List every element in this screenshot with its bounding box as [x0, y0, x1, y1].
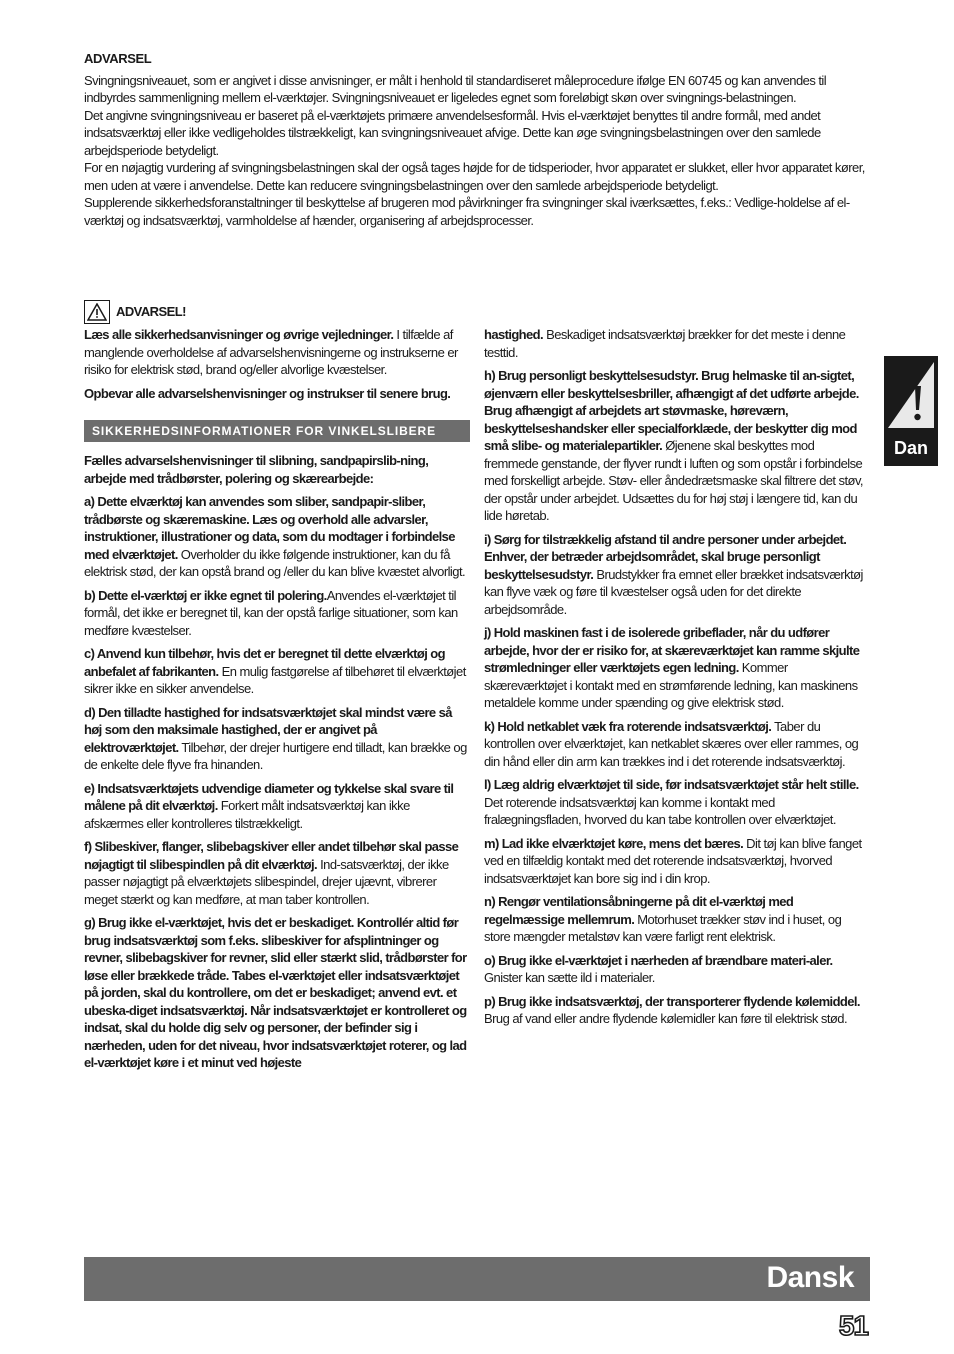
page-number: 51 [838, 1310, 868, 1341]
instruction-d: d) Den tilladte hastighed for indsatsværktøjet skal mindst være så høj som den maksimale hastighed, der er angivet på elektroværktøjet. Tilbehør, der drejer hurtigere end tilladt, kan brække og de enkelte dele flyve fra hinanden. [84, 704, 467, 772]
top-heading: ADVARSEL [84, 51, 152, 66]
instruction-b: b) Dette el-værktøj er ikke egnet til polering.Anvendes el-værktøjet til formål, det ikke er beregnet til, kan der opstå farlige situationer, som kan medføre kvæstelser. [84, 587, 458, 638]
side-tab-label: Dan [893, 438, 928, 458]
warning-exclamation-icon [884, 356, 938, 432]
instruction-o: o) Brug ikke el-værktøjet i nærheden af brændbare materi-aler. Gnister kan sætte ild i materialer. [484, 952, 833, 985]
section-title-bar: SIKKERHEDSINFORMATIONER FOR VINKELSLIBERE [84, 420, 470, 442]
instruction-f: f) Slibeskiver, flanger, slibebagskiver eller andet tilbehør skal passe nøjagtigt til slibespindlen på dit elværktøj. Ind-satsværktøj, der ikke passer nøjagtigt på elværktøjets slibespindel, drejer ujævnt, vibrerer meget stærkt og kan medføre, at man taber kontrollen. [84, 839, 459, 907]
instruction-p: p) Brug ikke indsatsværktøj, der transporterer flydende kølemiddel. Brug af vand eller andre flydende kølemidler kan føre til elektrisk stød. [484, 993, 860, 1026]
instruction-a: a) Dette elværktøj kan anvendes som sliber, sandpapir-sliber, trådbørste og skæremaskine. Læs og overhold alle advarsler, instruktioner, illustrationer og data, som du modtager i forbindelse med elværktøjet. Overholder du ikke følgende instruktioner, kan du få elektrisk stød, der kan opstå brand og /eller du kan blive kvæstet alvorligt. [84, 494, 466, 579]
top-paragraph-4: Supplerende sikkerhedsforanstaltninger til beskyttelse af brugeren mod påvirkninger fra svingninger skal iværksættes, f.eks.: Vedlige-holdelse af el-værktøj og indsatsværktøj, varmholdelse af hænder, organisering af arbejdsprocesser. [84, 195, 850, 228]
instruction-e: e) Indsatsværktøjets udvendige diameter og tykkelse skal svare til målene på dit elværktøj. Forkert målt indsatsværktøj kan ikke afskærmes eller kontrolleres tilstrækkeligt. [84, 780, 454, 831]
instruction-g: g) Brug ikke el-værktøjet, hvis det er beskadiget. Kontrollér altid før brug indsatsværktøj som f.eks. slibeskiver for afsplintninger og revner, slibebagskiver for revner, slid eller stærkt slid, trådbørster for løse eller brækkede tråde. Tabes el-værktøjet eller indsatsværktøjet på jorden, skal du kontrollere, om det er beskadiget; anvend evt. et ubeska-diget indsatsværktøj. Når indsatsværktøjet er kontrolleret og indsat, skal du holde dig selv og personer, der befinder sig i nærheden, uden for det niveau, hvor indsatsværktøjet roterer, og lad el-værktøjet køre i et minut ved højeste [84, 915, 467, 1070]
warning-triangle-icon [84, 300, 110, 324]
instruction-c: c) Anvend kun tilbehør, hvis det er beregnet til dette elværktøj og anbefalet af fabrikanten. En mulig fastgørelse af tilbehøret til elværktøjet sikrer ikke en sikker anvendelse. [84, 646, 466, 696]
language-side-tab [884, 356, 938, 466]
instruction-h: h) Brug personligt beskyttelsesudstyr. Brug helmaske til an-sigtet, øjenværn eller beskyttelsesbriller, afhængigt af det udførte arbejde. Brug afhængigt af arbejdets art støvmaske, høreværn, beskyttelseshandsker eller specialforklæde, der beskytter dig mod små slibe- og materialepartikler. Øjenene skal beskyttes mod fremmede genstande, der flyver rundt i luften og som opstår i forbindelse med forskelligt arbejde. Støv- eller åndedrætsmaske skal filtrere det støv, der opstår under arbejdet. Udsættes du for høj støj i længere tid, kan du lide høretab. [484, 368, 863, 523]
section-intro: Fælles advarselshenvisninger til slibning, sandpapirslib-ning, arbejde med trådbørster, polering og skærearbejde: [84, 453, 429, 486]
warning-title: ADVARSEL! [116, 304, 186, 320]
instruction-g-continued: hastighed. Beskadiget indsatsværktøj brækker for det meste i denne testtid. [484, 327, 846, 360]
warning-text-2: Opbevar alle advarselshenvisninger og instrukser til senere brug. [84, 385, 451, 401]
instruction-l: l) Læg aldrig elværktøjet til side, før indsatsværktøjet står helt stille. Det roterende indsatsværktøj kan komme i kontakt med fralægningsfladen, hvorved du kan tabe kontrollen over elværktøjet. [484, 777, 859, 827]
warning-text-1: Læs alle sikkerhedsanvisninger og øvrige vejledninger. I tilfælde af manglende overholdelse af advarselshenvisningerne og instrukserne er risiko for elektrisk stød, brand og/eller alvorlige kvæstelser. [84, 327, 458, 377]
top-paragraph-3: For en nøjagtig vurdering af svingningsbelastningen skal der også tages højde for de tidsperioder, hvor apparatet er slukket, eller hvor apparatet kører, men uden at være i anvendelse. Dette kan reducere svingningsbelastningen over den samlede arbejdsperiode betydeligt. [84, 160, 865, 193]
left-column [84, 300, 470, 1078]
top-warning-block [84, 50, 874, 229]
top-paragraph-2: Det angivne svingningsniveau er baseret på el-værktøjets primære anvendelsesformål. Hvis el-værktøjet benyttes til andre formål, med andet indsatsværktøj eller ikke vedligeholdes tilstrækkeligt, kan svingningsniveauet afvige. Dette kan øge svingningsbelastningen over den samlede arbejdsperiode betydeligt. [84, 107, 821, 158]
instruction-k: k) Hold netkablet væk fra roterende indsatsværktøj. Taber du kontrollen over elværktøjet, kan netkablet skæres over eller rammes, og din hånd eller din arm kan trækkes ind i det roterende indsatsværktøj. [484, 718, 859, 769]
instruction-n: n) Rengør ventilationsåbningerne på dit el-værktøj med regelmæssige mellemrum. Motorhuset trækker støv ind i huset, og store mængder metalstøv kan være farligt rent elektrisk. [484, 894, 842, 944]
instruction-m: m) Lad ikke elværktøjet køre, mens det bæres. Dit tøj kan blive fanget ved en tilfældig kontakt med det roterende indsatsværktøj, hvorved indsatsværktøjet kan bore sig ind i din krop. [484, 835, 862, 886]
right-column [484, 326, 870, 1034]
top-paragraph-1: Svingningsniveauet, som er angivet i disse anvisninger, er målt i henhold til standardiseret måleprocedure ifølge EN 60745 og kan anvendes til indbyrdes sammenligning mellem el-værktøjer. Svingningsniveauet er ligeledes egnet som foreløbigt skøn over svingnings-belastningen. [84, 72, 827, 105]
instruction-j: j) Hold maskinen fast i de isolerede gribeflader, når du udfører arbejde, hvor der er risiko for, at skæreværktøjet kan ramme skjulte strømledninger eller værktøjets egen ledning. Kommer skæreværktøjet i kontakt med en strømførende ledning, kan maskinens metaldele komme under spænding og give elektrisk stød. [484, 625, 860, 710]
warning-header [84, 300, 470, 324]
instruction-i: i) Sørg for tilstrækkelig afstand til andre personer under arbejdet. Enhver, der betræder arbejdsområdet, skal bruge personligt beskyttelsesudstyr. Brudstykker fra emnet eller brækket indsatsværktøj kan flyve væk og føre til kvæstelser også uden for det direkte arbejdsområde. [484, 531, 863, 617]
footer-language-title: Dansk [766, 1261, 854, 1294]
footer-language-bar [84, 1257, 870, 1301]
